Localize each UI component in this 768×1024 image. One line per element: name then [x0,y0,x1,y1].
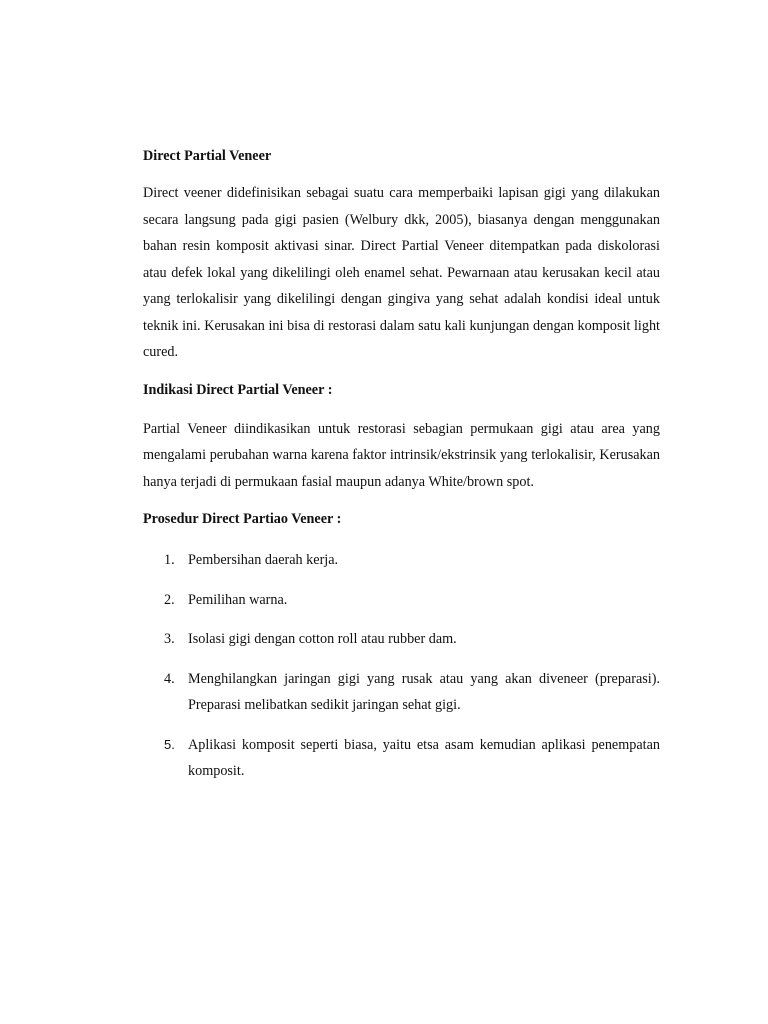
list-item-text: Aplikasi komposit seperti biasa, yaitu etsa asam kemudian aplikasi penempatan komposit. [188,736,660,779]
document-body [143,146,660,798]
paragraph-definition: Direct veener didefinisikan sebagai suatu cara memperbaiki lapisan gigi yang dilakukan secara langsung pada gigi pasien (Welbury dkk, 2005), biasanya dengan menggunakan bahan resin komposit aktivasi sinar. Direct Partial Veneer ditempatkan pada diskolorasi atau defek lokal yang dikelilingi oleh enamel sehat. Pewarnaan atau kerusakan kecil atau yang terlokalisir yang dikelilingi dengan gingiva yang sehat adalah kondisi ideal untuk teknik ini. Kerusakan ini bisa di restorasi dalam satu kali kunjungan dengan komposit light cured. [143,185,660,360]
list-item [143,732,660,785]
list-item-text: Pemilihan warna. [188,591,288,608]
list-item-number: 5. [164,736,175,752]
section-heading-indikasi: Indikasi Direct Partial Veneer : [143,381,333,398]
list-item [143,547,660,574]
list-item [143,626,660,653]
section-heading-direct-partial-veneer: Direct Partial Veneer [143,148,272,164]
list-item-text: Isolasi gigi dengan cotton roll atau rubber dam. [188,631,457,647]
list-item-text: Pembersihan daerah kerja. [188,552,339,568]
list-item-number: 3. [164,631,175,647]
list-item-number: 4. [164,670,175,687]
list-item-number: 1. [164,552,175,568]
list-item-text: Menghilangkan jaringan gigi yang rusak atau yang akan diveneer (preparasi). Preparasi melibatkan sedikit jaringan sehat gigi. [188,670,660,713]
list-item [143,666,660,719]
section-heading-prosedur: Prosedur Direct Partiao Veneer : [143,511,342,527]
procedure-list [143,547,660,785]
paragraph-indikasi: Partial Veneer diindikasikan untuk restorasi sebagian permukaan gigi atau area yang mengalami perubahan warna karena faktor intrinsik/ekstrinsik yang terlokalisir, Kerusakan hanya terjadi di permukaan fasial maupun adanya White/brown spot. [143,420,660,490]
list-item-number: 2. [164,591,175,608]
list-item [143,587,660,614]
